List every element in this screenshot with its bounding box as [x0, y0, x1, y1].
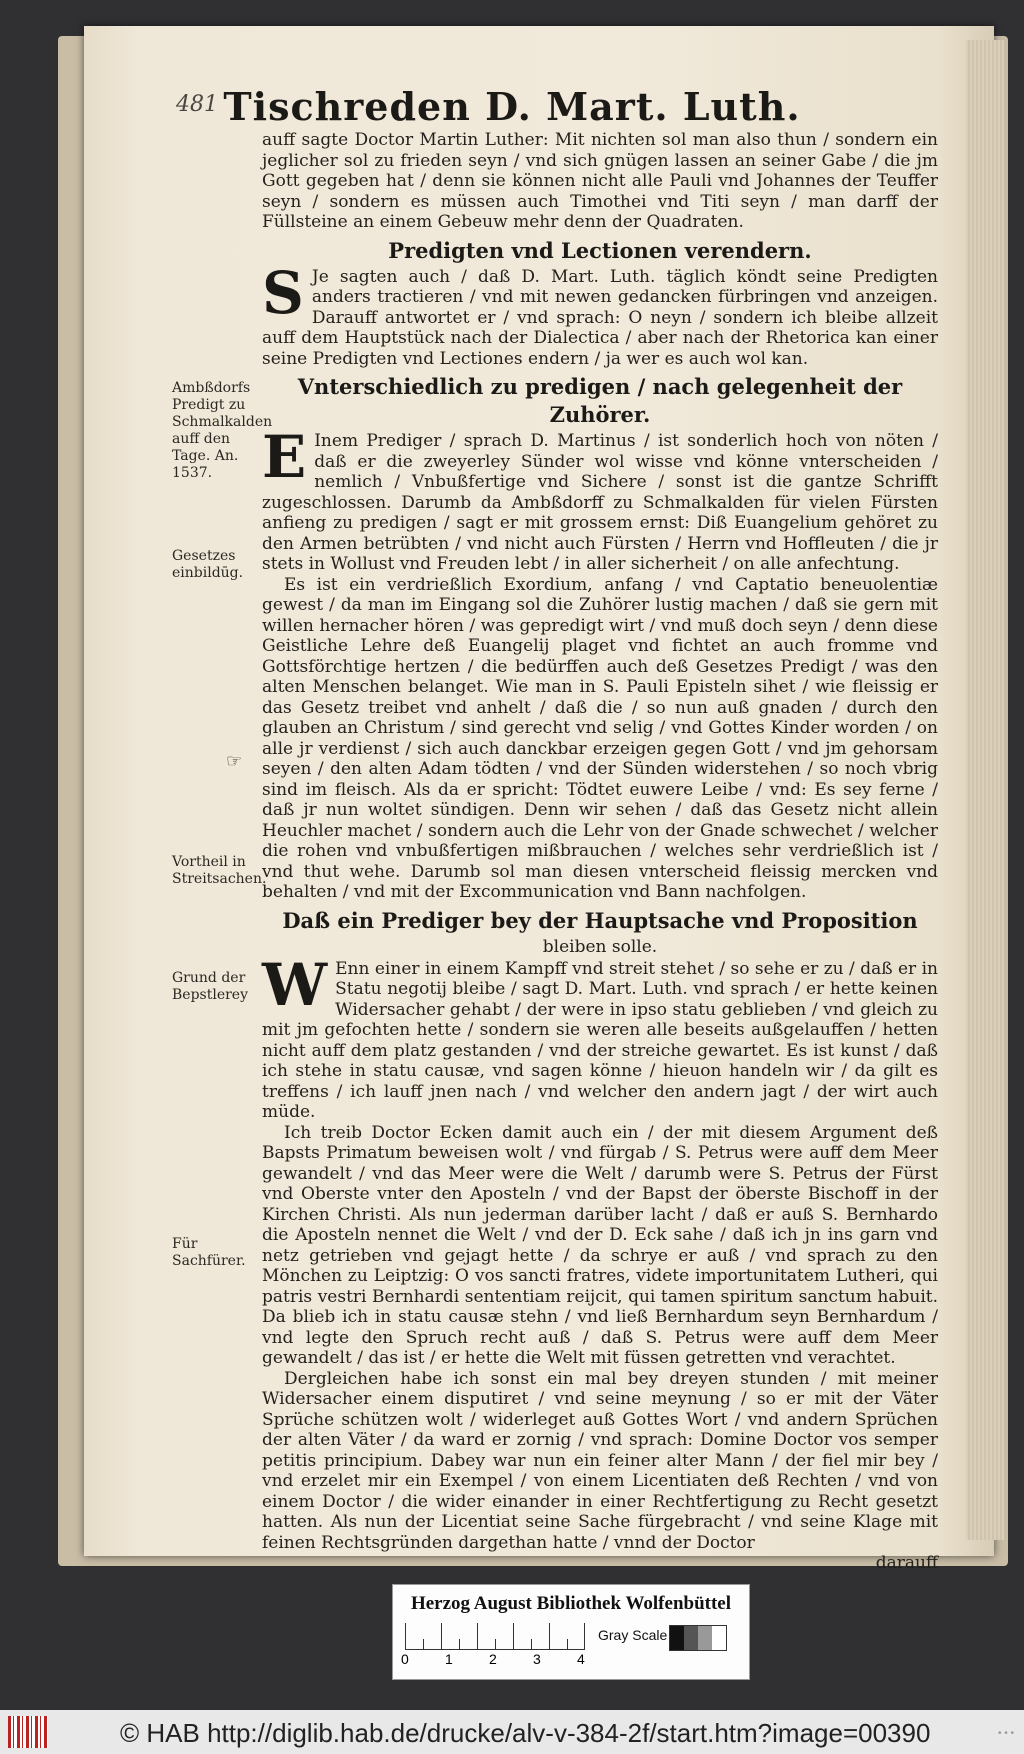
paragraph: Je sagten auch / daß D. Mart. Luth. täglich köndt seine Predigten anders tractieren / vnd mit newen gedancken fürbringen vnd anzeigen. Darauff antwortet er / vnd sprach: O neyn / sondern ich bleibe allzeit auff dem Hauptstück nach der Dialectica / aber nach der Rhetorica kan einer seine Predigten vnd Lectiones endern / ja wer es auch wol kan.: [262, 266, 938, 369]
heading-hauptsache: Daß ein Prediger bey der Hauptsache vnd Proposition: [282, 907, 918, 933]
hab-logo-icon: [8, 1716, 48, 1748]
page-number: 481: [176, 92, 218, 117]
gray-scale-bar: [669, 1625, 727, 1651]
intro-paragraph: auff sagte Doctor Martin Luther: Mit nichten sol man also thun / sondern ein jeglicher sol zu frieden seyn / vnd sich gnügen lassen an seiner Gabe / die jm Gott gegeben hat / denn sie können nicht alle Pauli vnd Johannes der Teuffer seyn / sondern es müssen auch Timothei vnd Titi seyn / man darff der Füllsteine an einem Gebeuw mehr denn der Quadraten.: [262, 130, 938, 232]
heading-predigten: Predigten vnd Lectionen verendern.: [388, 237, 812, 263]
ruler: [405, 1623, 585, 1650]
ruler-label: 0: [401, 1651, 409, 1667]
ruler-label: 3: [533, 1651, 541, 1667]
paragraph: Es ist ein verdrießlich Exordium, anfang / vnd Captatio beneuolentiæ gewest / da man im Eingang sol die Zuhörer lustig machen / daß sie gern mit willen hernacher hören / was gepredigt wirt / vnd muß doch seyn / denn diese Geistliche Lehre deß Euangelij plaget vnd fichtet an auch fromme vnd Gottsförchtige hertzen / die bedürffen auch deß Gesetzes Predigt / was den alten Menschen belanget. Wie man in S. Pauli Episteln sihet / wie fleissig er das Gesetz treibet vnd anhelt / daß die / so nun auß gnaden / durch den glauben an Christum / sind gerecht vnd selig / vnd Gottes Kinder worden / on alle jr verdienst / sich auch danckbar erzeigen gegen Gott / vnd jm gehorsam seyen / den alten Adam tödten / vnd der Sünden widerstehen / so noch vbrig sind im fleisch. Als da er spricht: Tödtet euwere Leibe / vnd: Es sey ferne / daß jr nun woltet sündigen. Denn wir sehen / daß das Gesetz nicht allein Heuchler machet / sondern auch die Lehr von der Gnade schwechet / welcher die rohen vnd vnbußfertigen mißbrauchen / welches sehr verdrießlich ist / vnd thut wehe. Darumb sol man diesen vnterscheid fleissig mercken vnd behalten / vnd mit der Excommunication vnd Bann nachfolgen.: [262, 574, 938, 902]
paragraph: Enn einer in einem Kampff vnd streit stehet / so sehe er zu / daß er in Statu negotij bleibe / sagt D. Mart. Luth. vnd sprach / er hette keinen Widersacher gehabt / der were in ipso statu geblieben / vnd gleich zu mit jm gefochten hette / sondern sie weren alle beseits außgelauffen / hetten nicht auff dem platz gestanden / vnd der streiche gewartet. Es ist kunst / daß ich stehe in statu causæ, vnd sagen könne / hieuon handeln wir / da gilt es treffens / ich lauff jnen nach / vnd welcher den andern jagt / der wirt auch müde.: [262, 958, 938, 1122]
source-link[interactable]: © HAB http://diglib.hab.de/drucke/alv-v-384-2f/start.htm?image=00390: [120, 1718, 931, 1748]
ruler-label: 2: [489, 1651, 497, 1667]
heading-hauptsache-sub: bleiben solle.: [542, 936, 658, 957]
page-edge: [966, 40, 1004, 1540]
paragraph: Dergleichen habe ich sonst ein mal bey dreyen stunden / mit meiner Widersacher einem disputiret / vnd seine meynung / so er mit der Väter Sprüche schützen wolt / widerleget auß Gottes Wort / vnd andern Sprüchen der alten Väter / da ward er zornig / vnd sprach: Domine Doctor vos semper petitis principium. Dabey war nun ein feiner alter Mann / der fiel mir bey / vnd erzelet mir ein Exempel / von einem Licentiaten deß Rechten / vnd von einem Doctor / die wider einander in einer Rechtfertigung zu Recht gesetzt hatten. Als nun der Licentiat seine Sache fürgebracht / vnd seine Klage mit feinen Rechtsgründen dargethan hatte / vnnd der Doctor: [262, 1368, 938, 1553]
margin-note-gesetz: Gesetzes einbildūg.: [172, 548, 244, 581]
margin-note-ambsdorf: Ambßdorfs Predigt zu Schmalkalden auff den Tage. An. 1537.: [172, 380, 273, 481]
footer-bar: [0, 1710, 1024, 1754]
drop-cap: E: [262, 423, 307, 491]
margin-note-sachfuerer: Für Sachfürer.: [172, 1236, 246, 1269]
heading-unterschiedlich: Vnterschiedlich zu predigen / nach gelegenheit der Zuhörer.: [297, 374, 903, 427]
paragraph: Inem Prediger / sprach D. Martinus / ist sonderlich hoch von nöten / daß er die zweyerley Sünder wol wisse vnd könne vnterscheiden / nemlich / Vnbußfertige vnd Sichere / sonst ist die gantze Schrifft zugeschlossen. Darumb da Ambßdorff zu Schmalkalden für vielen Fürsten anfieng zu predigen / sagt er mit grossem ernst: Diß Euangelium gehöret zu den Armen betrübten / vnd nicht auch Fürsten / Herrn vnd Hoffleuten / die jr stets in Wollust vnd Freuden lebt / in aller sicherheit / on alle anfechtung.: [262, 431, 938, 574]
ruler-label: 4: [577, 1651, 585, 1667]
scale-card: [392, 1584, 750, 1680]
gray-scale-label: Gray Scale: [598, 1627, 668, 1643]
footer-dots: • • •: [997, 1728, 1014, 1739]
library-name: Herzog August Bibliothek Wolfenbüttel: [410, 1593, 732, 1614]
margin-note-vortheil: Vortheil in Streitsachen.: [172, 854, 267, 887]
manicule-icon: ☞: [226, 751, 243, 772]
drop-cap: S: [262, 258, 304, 327]
catchword: darauff: [875, 1553, 938, 1573]
running-title: Tischreden D. Mart. Luth.: [223, 84, 801, 129]
margin-note-bepstlerey: Grund der Bepstlerey: [172, 970, 248, 1003]
paragraph: Ich treib Doctor Ecken damit auch ein / der mit diesem Argument deß Bapsts Primatum beweisen wolt / vnd fürgab / S. Petrus were auff dem Meer gewandelt / vnd das Meer were die Welt / darumb were S. Petrus der Fürst vnd Oberste vnter den Aposteln / vnd der Bapst der öberste Bischoff in der Kirchen Christi. Als nun jederman darüber lacht / daß er auß S. Bernhardo die Aposteln nennet die Welt / vnd der D. Eck sahe / daß ich jn ins garn vnd netz getrieben vnd gejagt hette / da schrye er auß / vnd sprach zu den Mönchen zu Leiptzig: O vos sancti fratres, videte importunitatem Lutheri, qui patris vestri Bernhardi sententiam reijcit, qui tamen spiritum sanctum habuit. Da blieb ich in statu causæ stehn / vnd ließ Bernhardum seyn Bernhardum / vnd legte den Spruch recht auß / daß S. Petrus were auff dem Meer gewandelt / das ist / er hette die Welt mit füssen getretten vnd verachtet.: [262, 1122, 938, 1368]
body-text: [262, 130, 938, 1574]
drop-cap: W: [262, 950, 328, 1019]
ruler-label: 1: [445, 1651, 453, 1667]
